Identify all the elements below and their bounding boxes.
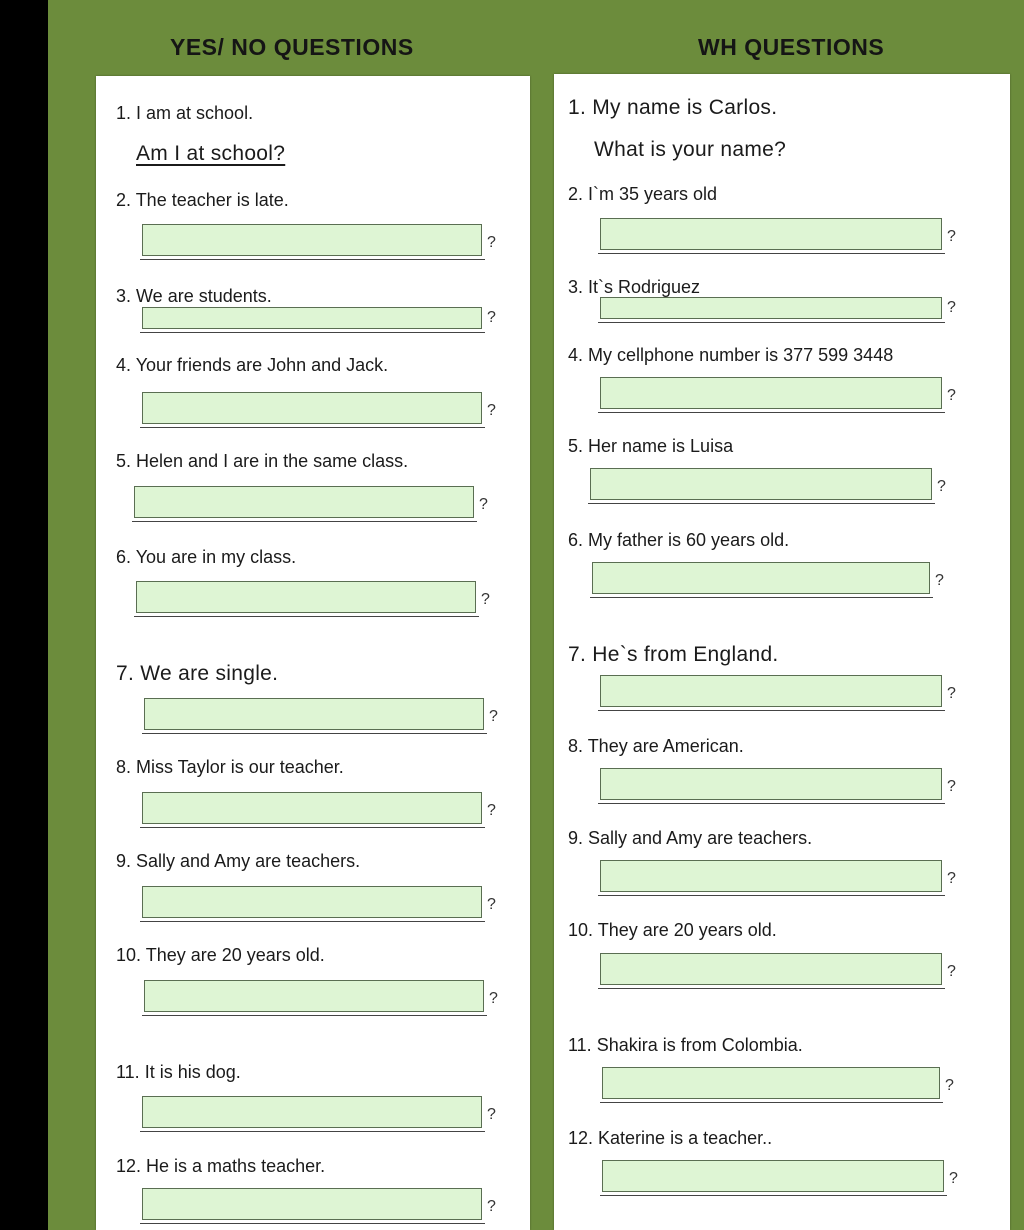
yes-no-sentence-12: 12. He is a maths teacher.: [116, 1156, 326, 1176]
wh-question-mark-5: ?: [937, 478, 946, 495]
wh-question-mark-3: ?: [947, 299, 956, 316]
wh-answer-field-7[interactable]: [600, 675, 942, 707]
wh-answer-field-9[interactable]: [600, 860, 942, 892]
wh-sentence-8: 8. They are American.: [568, 736, 744, 756]
wh-answer-field-11[interactable]: [602, 1067, 940, 1099]
wh-sentence-9: 9. Sally and Amy are teachers.: [568, 828, 813, 848]
wh-example-sentence: 1. My name is Carlos.: [568, 96, 778, 119]
wh-question-mark-4: ?: [947, 387, 956, 404]
yes-no-question-mark-8: ?: [487, 802, 496, 819]
yes-no-heading: YES/ NO QUESTIONS: [170, 34, 414, 60]
yes-no-answer-field-9[interactable]: [142, 886, 482, 918]
yes-no-sentence-11: 11. It is his dog.: [116, 1062, 241, 1082]
yes-no-sentence-5: 5. Helen and I are in the same class.: [116, 451, 409, 471]
yes-no-question-mark-12: ?: [487, 1198, 496, 1215]
wh-heading: WH QUESTIONS: [698, 34, 885, 60]
wh-sentence-7: 7. He`s from England.: [568, 643, 779, 666]
wh-answer-field-8[interactable]: [600, 768, 942, 800]
wh-sentence-12: 12. Katerine is a teacher..: [568, 1128, 773, 1148]
yes-no-answer-field-10[interactable]: [144, 980, 484, 1012]
wh-sentence-5: 5. Her name is Luisa: [568, 436, 734, 456]
yes-no-question-mark-7: ?: [489, 708, 498, 725]
wh-answer-field-5[interactable]: [590, 468, 932, 500]
yes-no-answer-field-4[interactable]: [142, 392, 482, 424]
yes-no-sentence-10: 10. They are 20 years old.: [116, 945, 325, 965]
wh-question-mark-11: ?: [945, 1077, 954, 1094]
yes-no-answer-field-7[interactable]: [144, 698, 484, 730]
yes-no-sentence-2: 2. The teacher is late.: [116, 190, 289, 210]
wh-question-mark-12: ?: [949, 1170, 958, 1187]
wh-answer-field-6[interactable]: [592, 562, 930, 594]
yes-no-sentence-9: 9. Sally and Amy are teachers.: [116, 851, 361, 871]
wh-answer-field-3[interactable]: [600, 297, 942, 319]
wh-sentence-6: 6. My father is 60 years old.: [568, 530, 790, 550]
yes-no-question-mark-9: ?: [487, 896, 496, 913]
yes-no-question-mark-10: ?: [489, 990, 498, 1007]
yes-no-answer-field-2[interactable]: [142, 224, 482, 256]
yes-no-answer-field-5[interactable]: [134, 486, 474, 518]
yes-no-question-mark-4: ?: [487, 402, 496, 419]
yes-no-sentence-7: 7. We are single.: [116, 662, 279, 685]
yes-no-answer-field-6[interactable]: [136, 581, 476, 613]
yes-no-question-mark-6: ?: [481, 591, 490, 608]
yes-no-sentence-4: 4. Your friends are John and Jack.: [116, 355, 389, 375]
wh-question-mark-2: ?: [947, 228, 956, 245]
wh-question-mark-10: ?: [947, 963, 956, 980]
yes-no-answer-field-11[interactable]: [142, 1096, 482, 1128]
yes-no-question-mark-2: ?: [487, 234, 496, 251]
yes-no-question-mark-11: ?: [487, 1106, 496, 1123]
wh-question-mark-6: ?: [935, 572, 944, 589]
wh-answer-field-2[interactable]: [600, 218, 942, 250]
yes-no-answer-field-3[interactable]: [142, 307, 482, 329]
wh-sentence-4: 4. My cellphone number is 377 599 3448: [568, 345, 894, 365]
wh-sentence-2: 2. I`m 35 years old: [568, 184, 718, 204]
wh-question-mark-9: ?: [947, 870, 956, 887]
wh-answer-field-12[interactable]: [602, 1160, 944, 1192]
wh-sentence-10: 10. They are 20 years old.: [568, 920, 777, 940]
yes-no-sentence-6: 6. You are in my class.: [116, 547, 297, 567]
wh-answer-field-10[interactable]: [600, 953, 942, 985]
wh-question-mark-8: ?: [947, 778, 956, 795]
yes-no-question-mark-5: ?: [479, 496, 488, 513]
yes-no-sentence-3: 3. We are students.: [116, 286, 272, 306]
yes-no-answer-field-12[interactable]: [142, 1188, 482, 1220]
yes-no-example-sentence: 1. I am at school.: [116, 103, 254, 123]
yes-no-sentence-8: 8. Miss Taylor is our teacher.: [116, 757, 344, 777]
wh-sentence-11: 11. Shakira is from Colombia.: [568, 1035, 803, 1055]
yes-no-example-answer: Am I at school?: [136, 142, 286, 165]
wh-question-mark-7: ?: [947, 685, 956, 702]
wh-sentence-3: 3. It`s Rodriguez: [568, 277, 701, 297]
yes-no-answer-field-8[interactable]: [142, 792, 482, 824]
wh-example-answer: What is your name?: [594, 138, 787, 161]
wh-answer-field-4[interactable]: [600, 377, 942, 409]
yes-no-question-mark-3: ?: [487, 309, 496, 326]
